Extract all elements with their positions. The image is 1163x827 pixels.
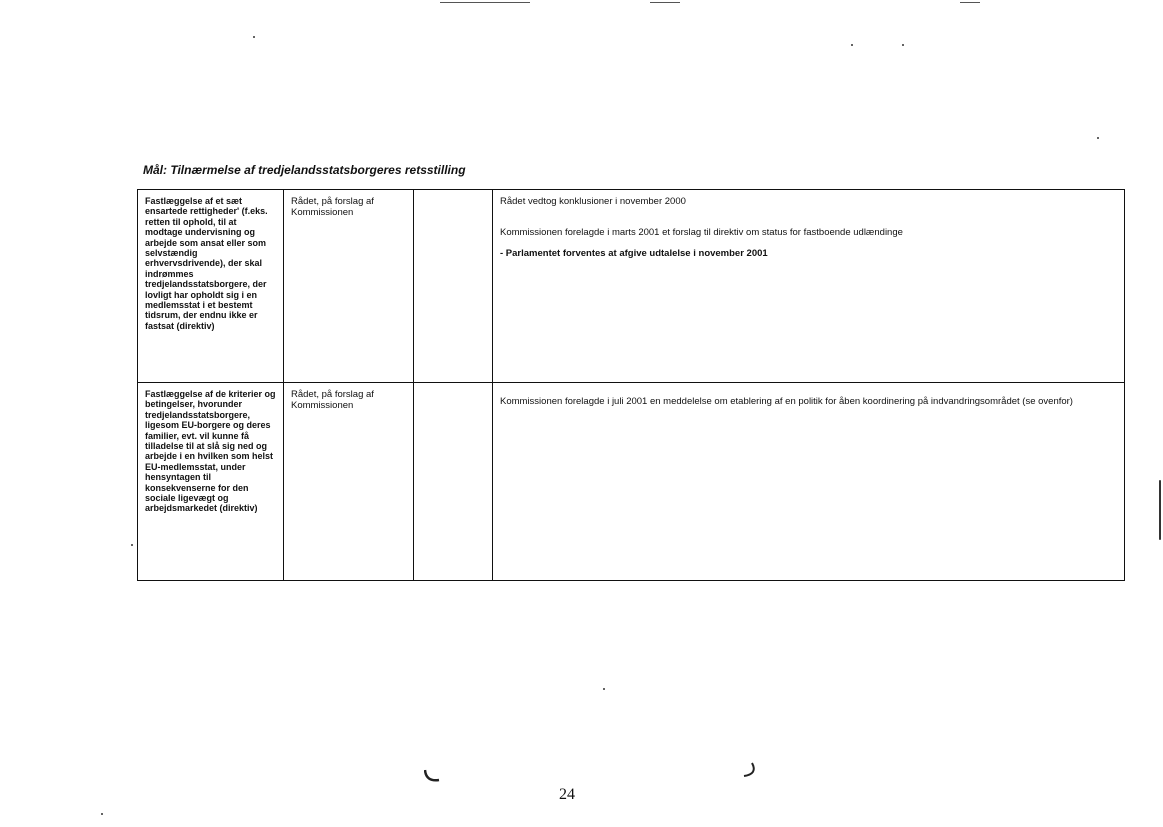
table-row	[138, 190, 1125, 383]
scan-speck	[1097, 137, 1099, 139]
table-row	[138, 383, 1125, 581]
status-cell	[493, 383, 1125, 581]
status-cell	[493, 190, 1125, 383]
punch-hole-mark-icon	[742, 762, 758, 778]
punch-hole-mark-icon	[424, 769, 440, 785]
measure-description: Fastlæggelse af et sæt ensartede rettigheder' (f.eks. retten til ophold, til at modtage undervisning og arbejde som ansat eller som selvstændig erhvervsdrivende), der skal indrømmes tredjelandsstatsborgere, der lovligt har opholdt sig i en medlemsstat i et bestemt tidsrum, der endnu ikke er fastsat (direktiv)	[138, 190, 284, 383]
scan-speck	[902, 44, 904, 46]
scan-speck	[603, 688, 605, 690]
status-line: - Parlamentet forventes at afgive udtalelse i november 2001	[500, 248, 768, 259]
scan-speck	[1159, 480, 1161, 540]
measure-description: Fastlæggelse af de kriterier og betingelser, hvorunder tredjelandsstatsborgere, ligesom EU-borgere og deres familier, evt. vil kunne få tilladelse til at slå sig ned og arbejde i en hvilken som helst EU-medlemsstat, under hensyntagen til konsekvenserne for den sociale ligevægt og arbejdsmarkedet (direktiv)	[138, 383, 284, 581]
deadline-cell	[414, 190, 493, 383]
measures-table	[137, 189, 1125, 581]
section-heading: Mål: Tilnærmelse af tredjelandsstatsborgeres retsstilling	[143, 163, 466, 177]
scan-speck	[131, 544, 133, 546]
scan-top-rule	[440, 2, 530, 3]
page-number: 24	[559, 786, 575, 803]
scan-top-rule	[650, 2, 680, 3]
responsible-body: Rådet, på forslag af Kommissionen	[284, 190, 414, 383]
status-line: Kommissionen forelagde i marts 2001 et forslag til direktiv om status for fastboende udlændinge	[500, 227, 903, 238]
scan-speck	[101, 813, 103, 815]
scan-top-rule	[960, 2, 980, 3]
responsible-body: Rådet, på forslag af Kommissionen	[284, 383, 414, 581]
status-line: Kommissionen forelagde i juli 2001 en meddelelse om etablering af en politik for åben koordinering på indvandringsområdet (se ovenfor)	[500, 396, 1073, 407]
scan-speck	[851, 44, 853, 46]
status-line: Rådet vedtog konklusioner i november 2000	[500, 196, 686, 207]
deadline-cell	[414, 383, 493, 581]
scan-speck	[253, 36, 255, 38]
